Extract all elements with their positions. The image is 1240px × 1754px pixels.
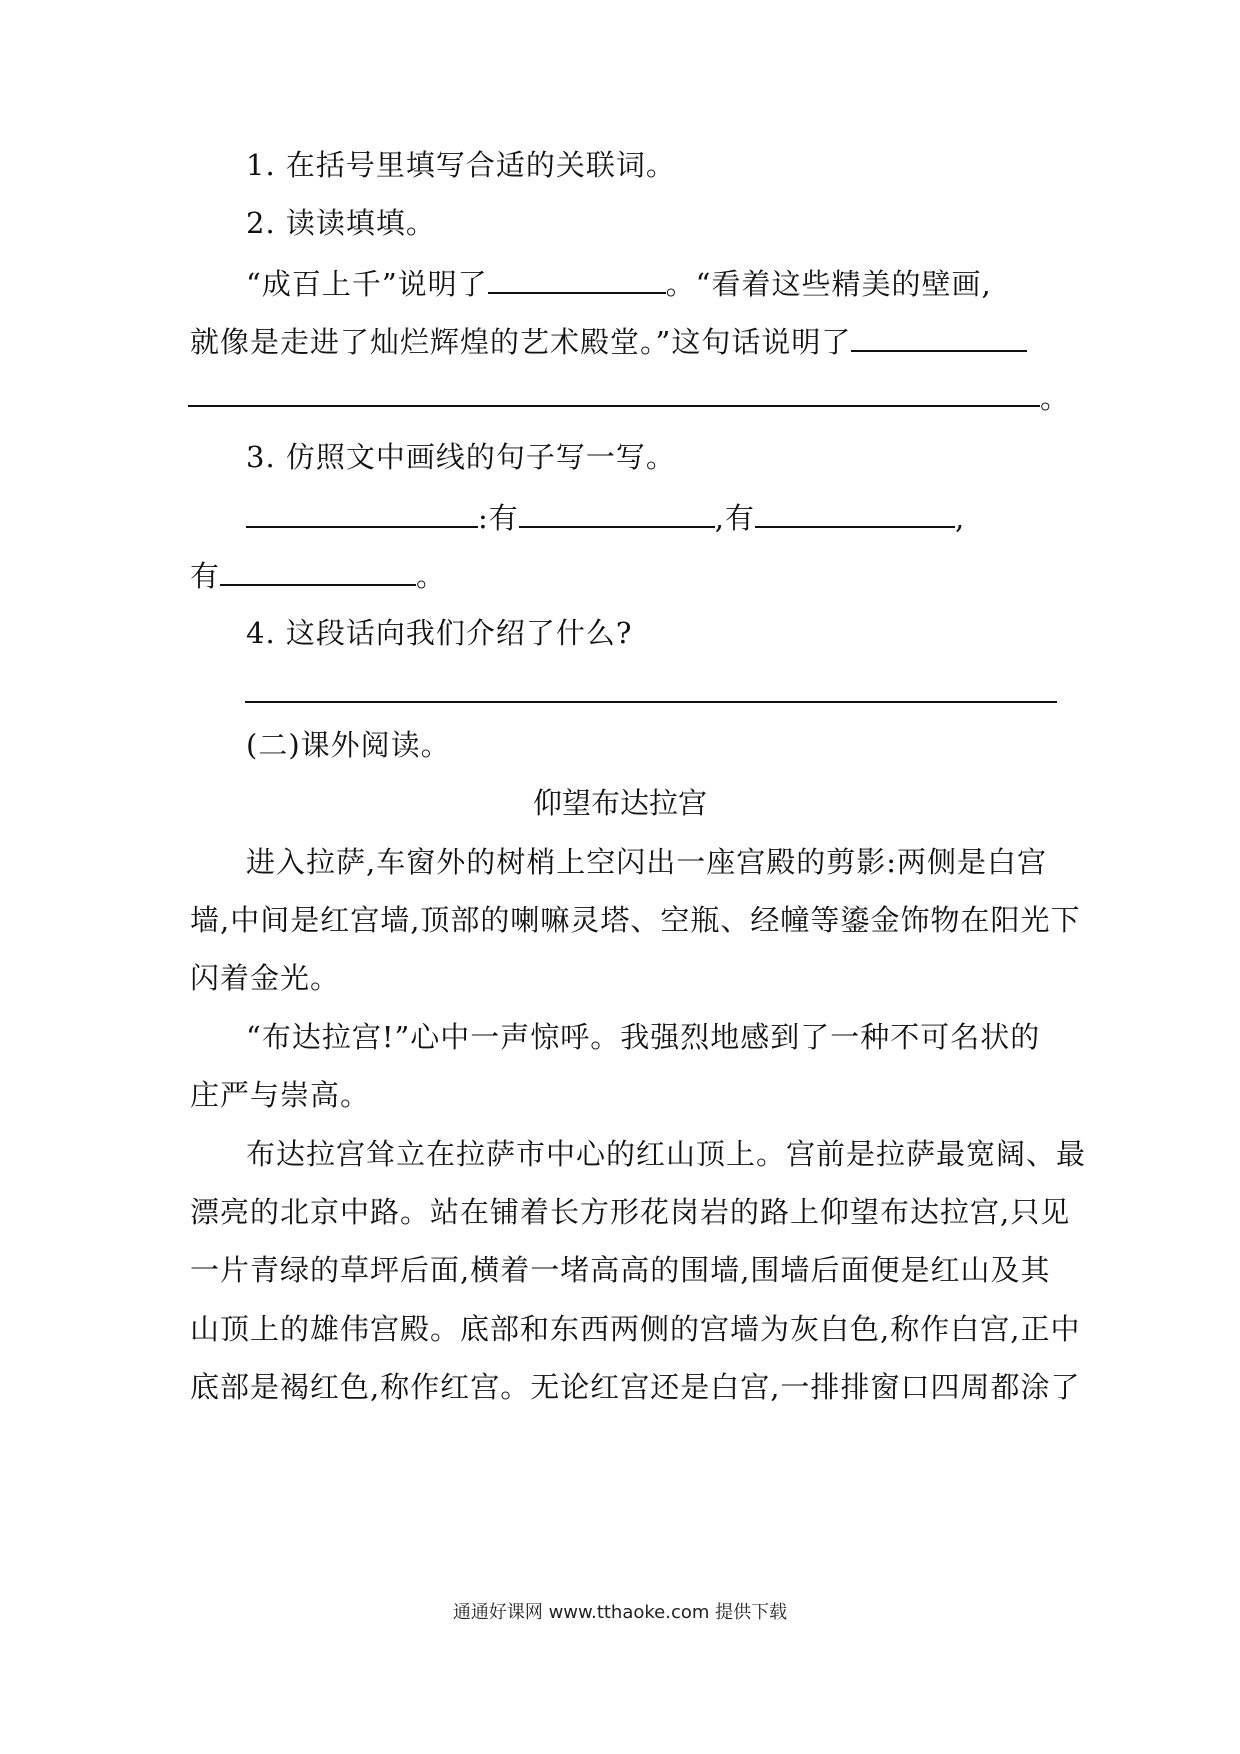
passage-title: 仰望布达拉宫 — [532, 786, 707, 820]
passage-line: 一片青绿的草坪后面,横着一堵高高的围墙,围墙后面便是红山及其 — [190, 1253, 1051, 1287]
passage-line: 漂亮的北京中路。站在铺着长方形花岗岩的路上仰望布达拉宫,只见 — [190, 1195, 1071, 1229]
footer-credit: 通通好课网 www.tthaoke.com 提供下载 — [452, 1602, 788, 1623]
question-3: 3. 仿照文中画线的句子写一写。 — [246, 440, 676, 474]
question-3-comma-you-1: ,有 — [714, 501, 755, 535]
question-2: 2. 读读填填。 — [246, 206, 436, 240]
question-1: 1. 在括号里填写合适的关联词。 — [246, 148, 676, 182]
passage-line: 布达拉宫耸立在拉萨市中心的红山顶上。宫前是拉萨最宽阔、最 — [246, 1137, 1087, 1171]
passage-line: 闪着金光。 — [190, 961, 341, 995]
section-heading: (二)课外阅读。 — [246, 728, 451, 762]
question-2-text-a: “成百上千”说明了 — [246, 267, 488, 301]
question-2-text-b: 。“看着这些精美的壁画, — [665, 267, 992, 301]
answer-blank-2a[interactable] — [488, 262, 666, 294]
question-3-trailing-comma: , — [955, 501, 966, 535]
passage-line: 底部是褐红色,称作红宫。无论红宫还是白宫,一排排窗口四周都涂了 — [190, 1370, 1081, 1404]
answer-blank-3d[interactable] — [220, 554, 416, 586]
question-2-line-1 — [246, 262, 992, 304]
answer-line-2c[interactable] — [188, 405, 1040, 407]
answer-blank-3b[interactable] — [519, 496, 715, 528]
question-4: 4. 这段话向我们介绍了什么? — [246, 616, 633, 650]
answer-blank-3c[interactable] — [755, 496, 955, 528]
question-2-end-period: 。 — [1040, 381, 1071, 415]
passage-line: 进入拉萨,车窗外的树梢上空闪出一座宫殿的剪影:两侧是白宫 — [246, 845, 1047, 879]
passage-line: 山顶上的雄伟宫殿。底部和东西两侧的宫墙为灰白色,称作白宫,正中 — [190, 1312, 1081, 1346]
question-3-you: 有 — [190, 559, 221, 593]
question-3-line-1 — [246, 496, 965, 538]
answer-blank-2b[interactable] — [851, 320, 1027, 352]
answer-line-4[interactable] — [245, 701, 1057, 703]
question-3-line-2 — [190, 554, 446, 596]
question-3-end-period: 。 — [416, 559, 447, 593]
question-2-line-2 — [190, 320, 1027, 362]
answer-blank-3a[interactable] — [246, 496, 478, 528]
passage-line: 墙,中间是红宫墙,顶部的喇嘛灵塔、空瓶、经幢等鎏金饰物在阳光下 — [190, 903, 1081, 937]
passage-line: 庄严与崇高。 — [190, 1078, 371, 1112]
question-3-colon-you: :有 — [478, 501, 519, 535]
passage-line: “布达拉宫!”心中一声惊呼。我强烈地感到了一种不可名状的 — [246, 1020, 1041, 1054]
question-2-text-c: 就像是走进了灿烂辉煌的艺术殿堂。”这句话说明了 — [190, 325, 852, 359]
